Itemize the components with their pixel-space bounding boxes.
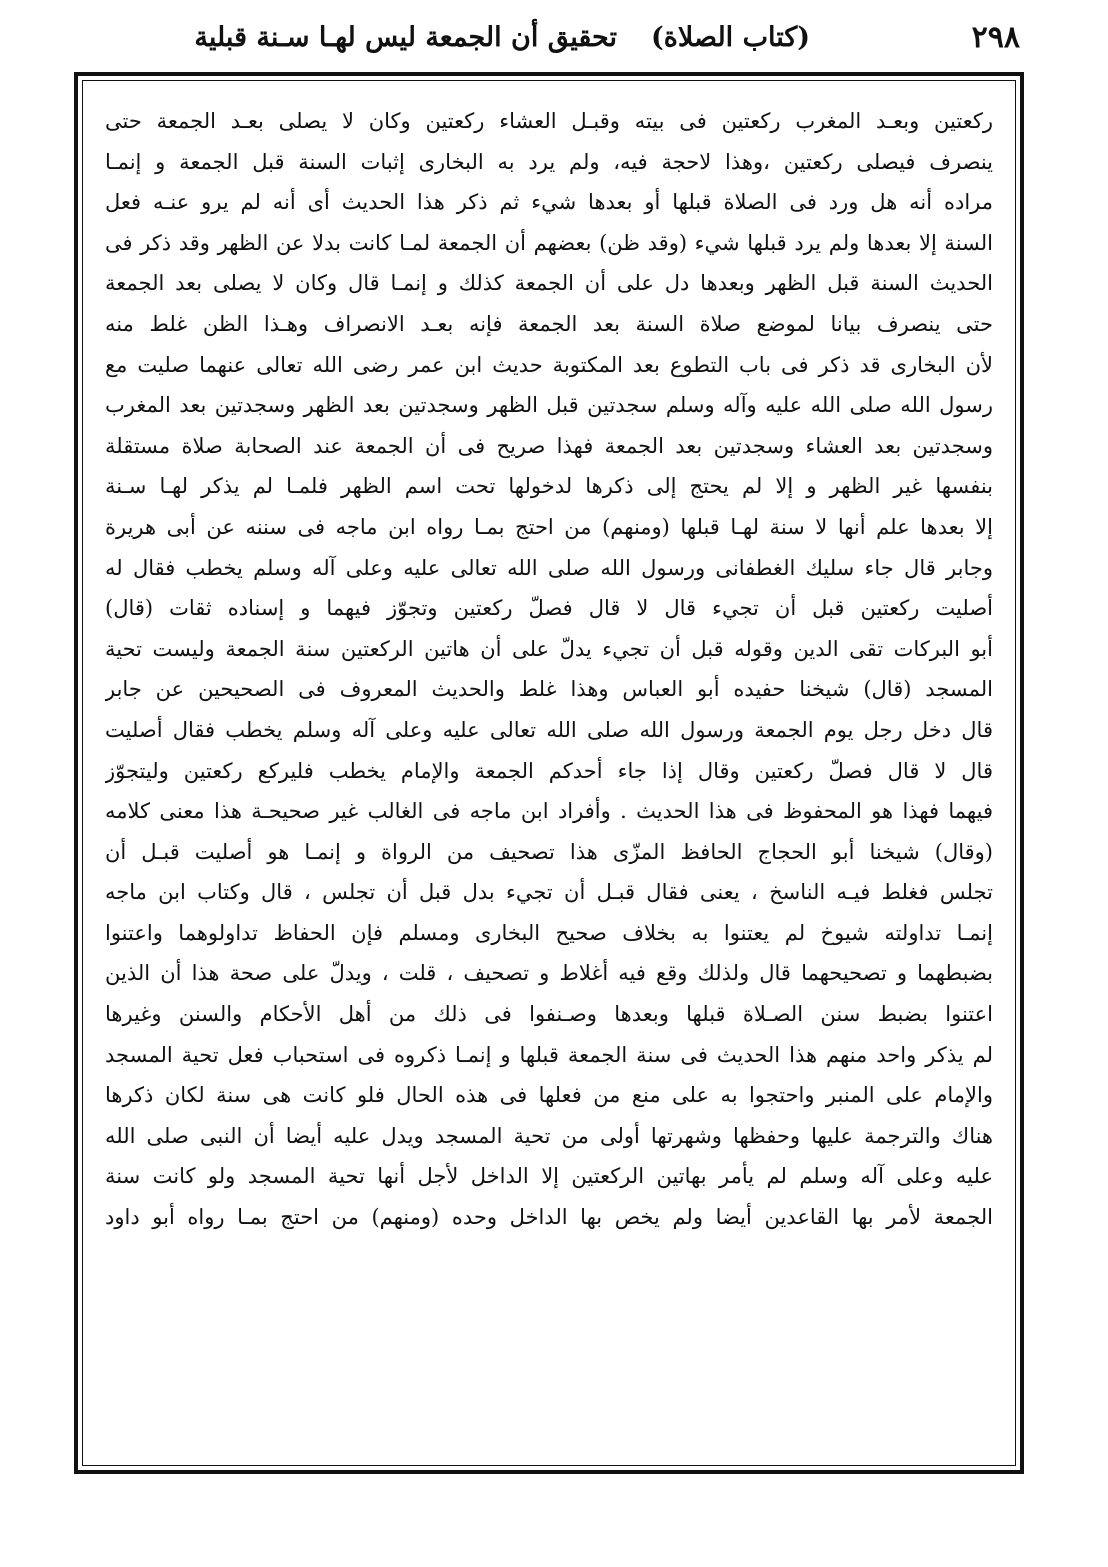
- text-line: مراده أنه هل ورد فى الصلاة قبلها أو بعدها شيء ثم ذكر هذا الحديث أى أنه لم يرو عنـه فعل: [105, 190, 993, 215]
- book-title: (كتاب الصلاة): [651, 22, 810, 53]
- text-line: الجمعة لأمر بها القاعدين أيضا ولم يخص بها الداخل وحده (ومنهم) من احتج بمـا رواه أبو داود: [105, 1205, 993, 1230]
- text-line: ركعتين وبعـد المغرب ركعتين فى بيته وقبـل العشاء ركعتين وكان لا يصلى بعـد الجمعة حتى: [105, 109, 993, 133]
- text-line: إلا بعدها علم أنها لا سنة لهـا قبلها (ومنهم) من احتج بمـا رواه ابن ماجه فى سننه عن أبى هريرة: [105, 514, 993, 539]
- text-line: إنمـا تداولته شيوخ لم يعتنوا به بخلاف صحيح البخارى ومسلم فإن الحفاظ تداولوهما واعتنوا: [105, 920, 993, 945]
- section-title: تحقيق أن الجمعة ليس لهـا سـنة قبلية: [194, 22, 617, 53]
- body-text: [105, 101, 993, 1238]
- text-line: لأن البخارى قد ذكر فى باب التطوع بعد المكتوبة حديث ابن عمر رضى الله تعالى عنهما صليت مع: [105, 352, 993, 377]
- text-line: ينصرف فيصلى ركعتين ،وهذا لاحجة فيه، ولم يرد به البخارى إثبات السنة قبل الجمعة و إنمـا: [105, 149, 993, 174]
- text-line: فيهما فهذا هو المحفوظ فى هذا الحديث . وأفراد ابن ماجه فى الغالب غير صحيحـة هذا معنى كلامه: [105, 799, 993, 824]
- text-line: السنة إلا بعدها ولم يرد قبلها شيء (وقد ظن) بعضهم أن الجمعة لمـا كانت بدلا عن الظهر وقد ذكر فى: [105, 230, 993, 255]
- page-border-frame: [74, 72, 1024, 1474]
- text-line: وجابر قال جاء سليك الغطفانى ورسول الله صلى الله تعالى عليه وعلى آله وسلم يخطب فقال له: [105, 555, 993, 580]
- text-line: بنفسها غير الظهر و إلا لم يحتج إلى ذكرها لدخولها تحت اسم الظهر فلمـا لم يذكر لهـا سـنة: [105, 474, 993, 499]
- text-line: أبو البركات تقى الدين وقوله قبل أن تجيء يدلّ على أن هاتين الركعتين سنة الجمعة وليست تحية: [105, 636, 993, 661]
- text-line: اعتنوا بضبط سنن الصـلاة قبلها وبعدها وصـنفوا فى ذلك من أهل الأحكام والسنن وغيرها: [105, 1002, 993, 1027]
- text-line: بضبطهما و تصحيحهما قال ولذلك وقع فيه أغلاط و تصحيف ، قلت ، ويدلّ على صحة هذا أن الذين: [105, 961, 993, 986]
- text-line: قال دخل رجل يوم الجمعة ورسول الله صلى الله تعالى عليه وعلى آله وسلم يخطب فقال أصليت: [105, 717, 993, 742]
- text-line: وسجدتين بعد العشاء وسجدتين بعد الجمعة فهذا صريح فى أن الجمعة عند الصحابة صلاة مستقلة: [105, 433, 993, 458]
- text-line: حتى ينصرف بيانا لموضع صلاة السنة بعد الجمعة فإنه بعـد الانصراف وهـذا الظن غلط منه: [105, 311, 993, 336]
- text-line: تجلس فغلط فيـه الناسخ ، يعنى فقال قبـل أن تجيء بدل قبل أن تجلس ، قال وكتاب ابن ماجه: [105, 880, 993, 905]
- text-line: لم يذكر واحد منهم هذا الحديث فى سنة الجمعة قبلها و إنمـا ذكروه فى استحباب فعل تحية المسجد: [105, 1042, 993, 1067]
- text-line: المسجد (قال) شيخنا حفيده أبو العباس وهذا غلط والحديث المعروف فى الصحيحين عن جابر: [105, 677, 993, 702]
- text-line: رسول الله صلى الله عليه وآله وسلم سجدتين قبل الظهر وسجدتين بعد الظهر وسجدتين بعد المغرب: [105, 393, 993, 418]
- page-header: [80, 18, 1020, 64]
- text-line: هناك والترجمة عليها وحفظها وشهرتها أولى من تحية المسجد ويدل عليه أيضا أن النبى صلى الله: [105, 1123, 993, 1148]
- text-line: أصليت ركعتين قبل أن تجيء قال لا قال فصلّ ركعتين وتجوّز فيهما و إسناده ثقات (قال): [105, 596, 993, 621]
- text-line: الحديث السنة قبل الظهر وبعدها دل على أن الجمعة كذلك و إنمـا قال وكان لا يصلى بعد الجمعة: [105, 271, 993, 296]
- page-number: ٢٩٨: [971, 20, 1020, 55]
- text-line: عليه وعلى آله وسلم لم يأمر بهاتين الركعتين إلا الداخل لأجل أنها تحية المسجد ولو كانت سنة: [105, 1164, 993, 1189]
- text-line: والإمام على المنبر واحتجوا به على منع من فعلها فى هذه الحال فلو كانت هى سنة لكان ذكرها: [105, 1083, 993, 1108]
- text-line: قال لا قال فصلّ ركعتين وقال إذا جاء أحدكم الجمعة والإمام يخطب فليركع ركعتين وليتجوّز: [105, 758, 993, 783]
- page-border-inner: [82, 80, 1016, 1466]
- running-title: [160, 22, 810, 53]
- text-line: (وقال) شيخنا أبو الحجاج الحافظ المزّى هذا تصحيف من الرواة و إنمـا هو أصليت قبـل أن: [105, 839, 993, 864]
